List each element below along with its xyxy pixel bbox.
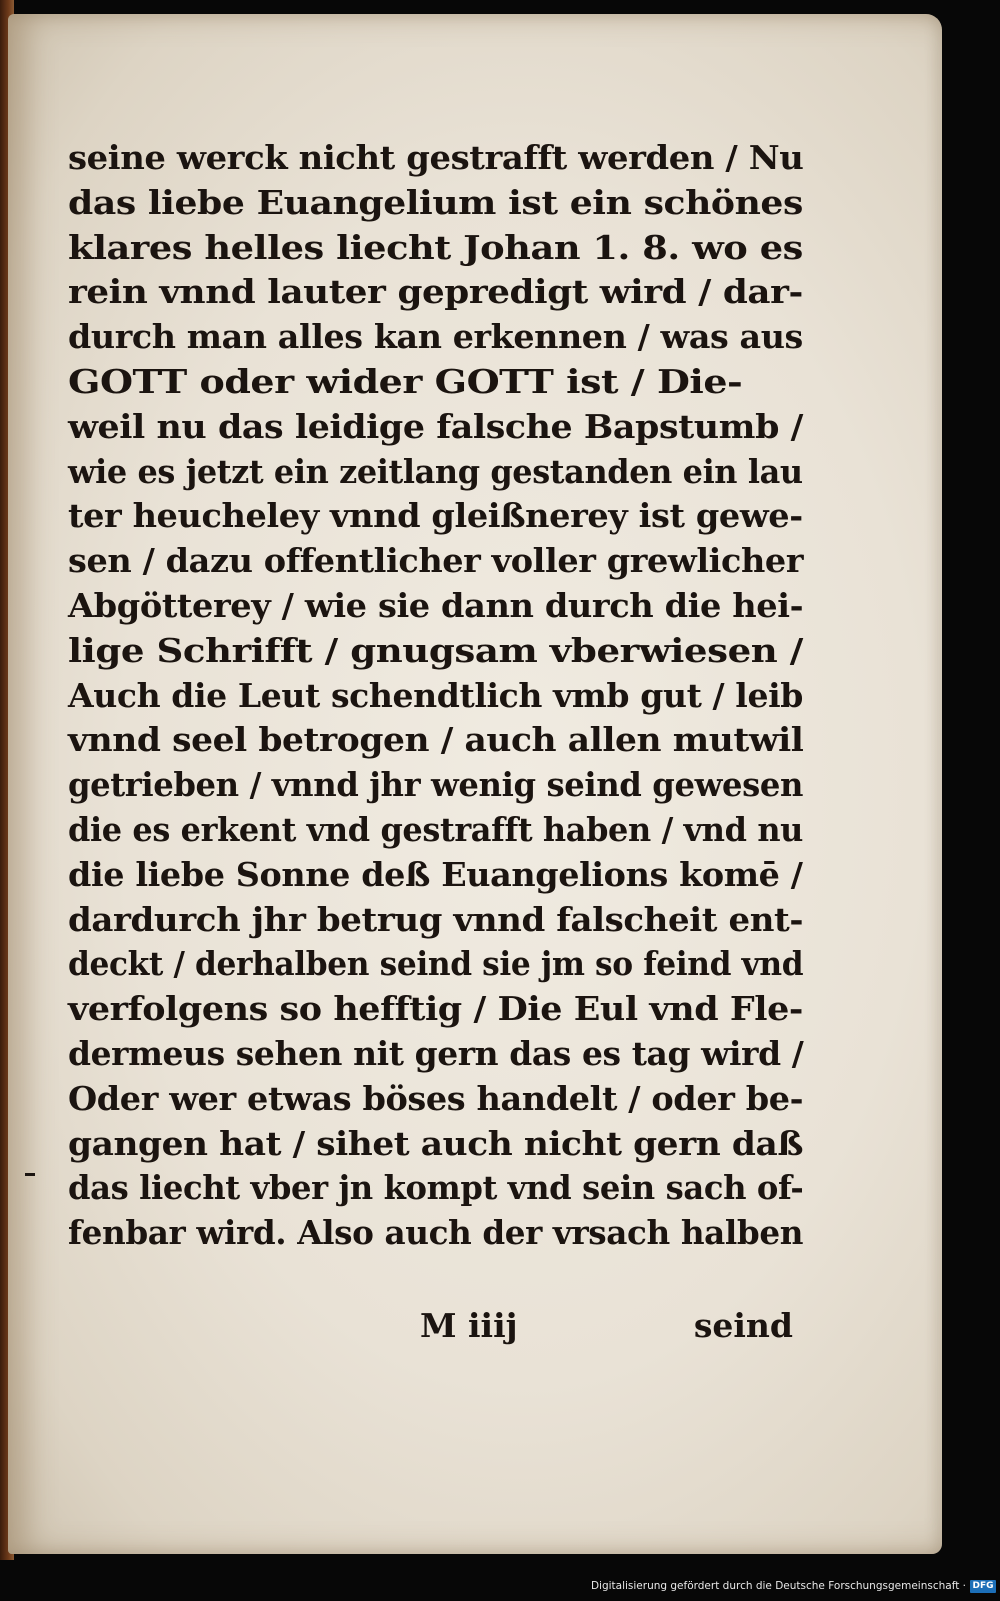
- text-line: die liebe Sonne deß Euangelions komē /: [68, 854, 803, 894]
- text-line: getrieben / vnnd jhr wenig seind gewesen: [68, 765, 804, 805]
- text-line: dardurch jhr betrug vnnd falscheit ent-: [68, 899, 804, 939]
- text-line: verfolgens so hefftig / Die Eul vnd Fle-: [68, 989, 803, 1029]
- credit-text: Digitalisierung gefördert durch die Deutsche Forschungsgemeinschaft ·: [590, 1580, 966, 1592]
- text-line: vnnd seel betrogen / auch allen mutwil: [68, 720, 804, 760]
- margin-mark: [25, 1173, 35, 1176]
- text-line: wie es jetzt ein zeitlang gestanden ein lau: [68, 451, 803, 491]
- text-line: dermeus sehen nit gern das es tag wird /: [68, 1033, 804, 1073]
- dfg-logo-icon: DFG: [970, 1580, 996, 1593]
- text-line: ter heucheley vnnd gleißnerey ist gewe-: [68, 496, 803, 536]
- text-line: das liecht vber jn kompt vnd sein sach of-: [68, 1168, 804, 1208]
- text-line: Abgötterey / wie sie dann durch die hei-: [68, 585, 804, 625]
- signature-mark: M iiij: [420, 1306, 518, 1345]
- page-footer-line: [68, 1306, 803, 1352]
- text-line: das liebe Euangelium ist ein schönes: [68, 182, 803, 222]
- text-line: klares helles liecht Johan 1. 8. wo es: [68, 227, 803, 267]
- paper-page: [8, 14, 942, 1554]
- text-line: Oder wer etwas böses handelt / oder be-: [68, 1078, 804, 1118]
- digitization-credit: [591, 1575, 996, 1597]
- text-line: die es erkent vnd gestrafft haben / vnd nu: [68, 809, 804, 849]
- text-line: GOTT oder wider GOTT ist / Die-: [68, 361, 743, 401]
- text-line: sen / dazu offentlicher voller grewlicher: [68, 541, 804, 581]
- text-line: gangen hat / sihet auch nicht gern daß: [68, 1123, 804, 1163]
- text-line: lige Schrifft / gnugsam vberwiesen /: [68, 630, 803, 670]
- text-line: weil nu das leidige falsche Bapstumb /: [68, 406, 803, 446]
- catchword: seind: [693, 1306, 793, 1345]
- text-line: rein vnnd lauter gepredigt wird / dar-: [68, 272, 803, 312]
- text-line: seine werck nicht gestrafft werden / Nu: [68, 138, 804, 177]
- text-line: deckt / derhalben seind sie jm so feind vnd: [68, 944, 804, 984]
- text-line: durch man alles kan erkennen / was aus: [68, 317, 803, 357]
- body-text: [68, 136, 803, 1256]
- text-line: fenbar wird. Also auch der vrsach halben: [68, 1213, 804, 1253]
- text-line: Auch die Leut schendtlich vmb gut / leib: [68, 675, 803, 715]
